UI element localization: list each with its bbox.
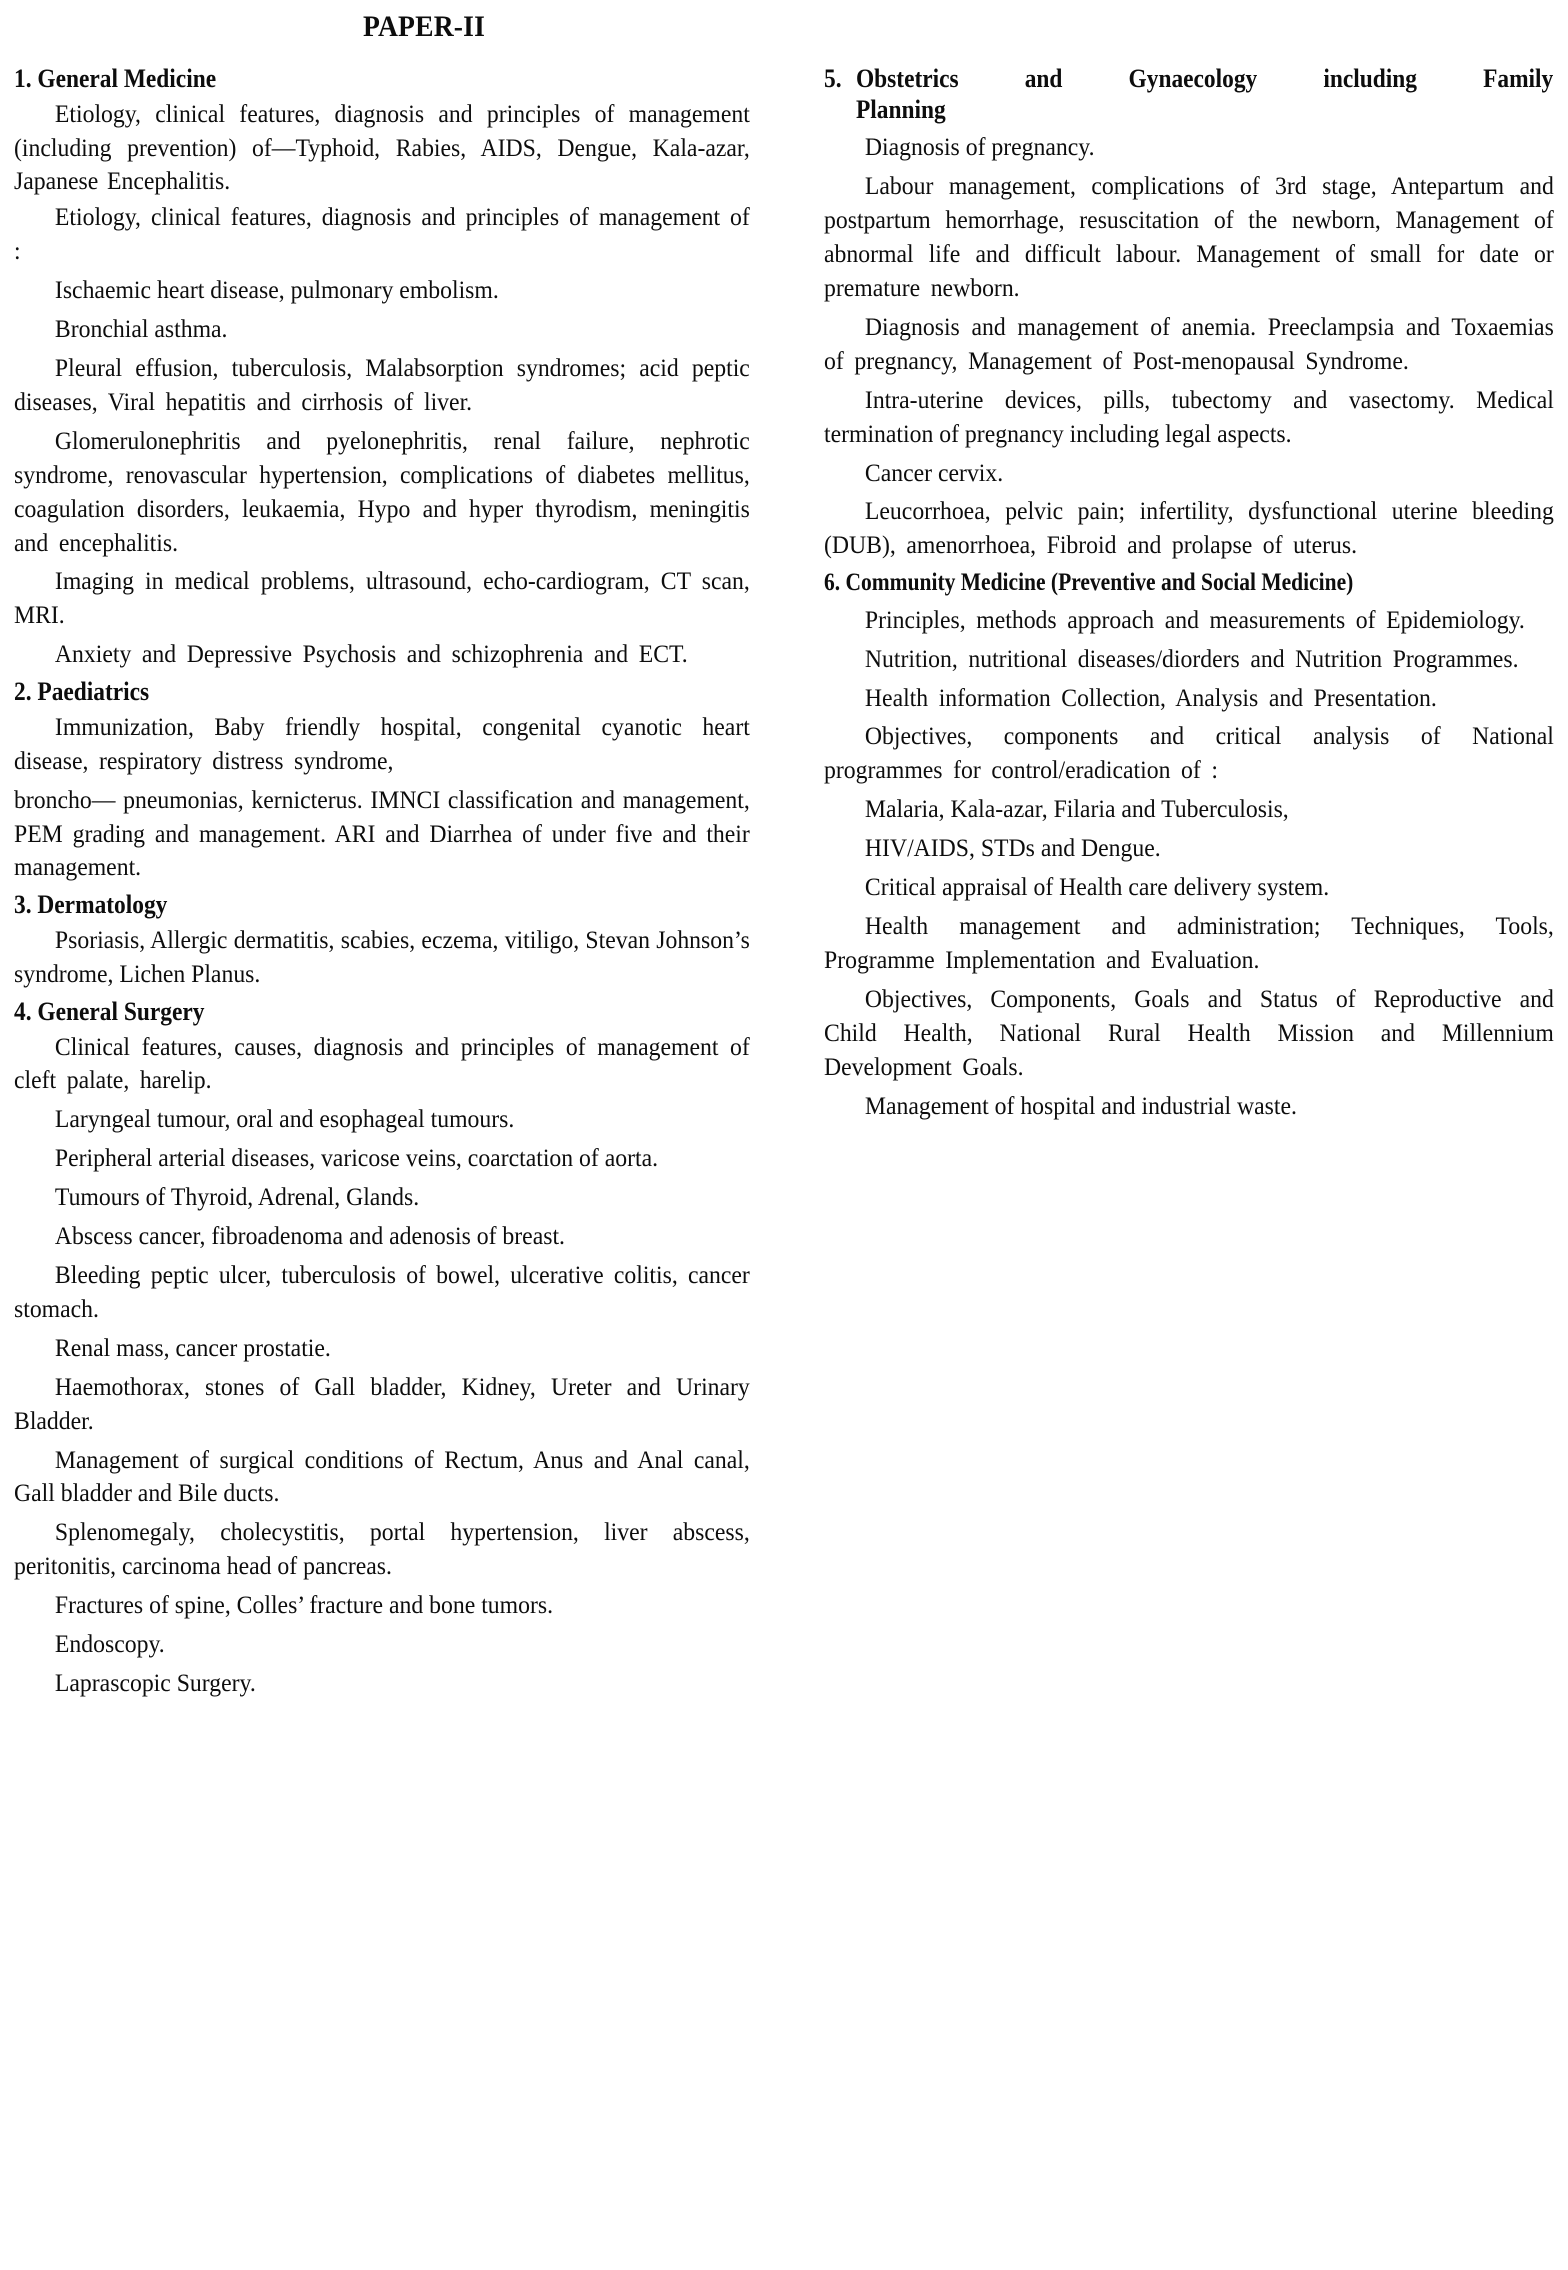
paragraph: Peripheral arterial diseases, varicose veins, coarctation of aorta.: [54, 1143, 659, 1173]
paragraph: Objectives, Components, Goals and Status of Reproductive and Child Health, National Rural Health Mission and Millennium Development Goals.: [824, 983, 1554, 1081]
paragraph: Nutrition, nutritional diseases/diorders and Nutrition Programmes.: [864, 643, 1519, 673]
paragraph: Diagnosis of pregnancy.: [864, 132, 1095, 162]
paragraph: Psoriasis, Allergic dermatitis, scabies, eczema, vitiligo, Stevan Johnson’s syndrome, Lichen Planus.: [14, 925, 750, 988]
paragraph: Etiology, clinical features, diagnosis and principles of management (including prevention) of—Typhoid, Rabies, AIDS, Dengue, Kala-azar, Japanese Encephalitis.: [14, 98, 750, 196]
paragraph: Critical appraisal of Health care delivery system.: [864, 872, 1330, 902]
section-heading-line-2: Planning: [855, 94, 946, 124]
section-heading-general-medicine: 1. General Medicine: [14, 64, 217, 93]
paragraph: Abscess cancer, fibroadenoma and adenosis of breast.: [54, 1221, 565, 1251]
paragraph: Cancer cervix.: [864, 457, 1004, 487]
paragraph: Clinical features, causes, diagnosis and principles of management of cleft palate, harelip.: [14, 1031, 750, 1095]
paragraph: Glomerulonephritis and pyelonephritis, renal failure, nephrotic syndrome, renovascular hypertension, complications of diabetes mellitus, coagulation disorders, leukaemia, Hypo and hyper thyrodism, meningitis and encephalitis.: [14, 425, 750, 557]
paragraph: Pleural effusion, tuberculosis, Malabsorption syndromes; acid peptic diseases, Viral hepatitis and cirrhosis of liver.: [14, 353, 750, 416]
paragraph: Leucorrhoea, pelvic pain; infertility, dysfunctional uterine bleeding (DUB), amenorrhoea, Fibroid and prolapse of uterus.: [824, 496, 1554, 560]
paragraph: Laprascopic Surgery.: [54, 1667, 256, 1697]
paragraph: Management of hospital and industrial waste.: [864, 1090, 1297, 1120]
paragraph: Renal mass, cancer prostatie.: [54, 1332, 331, 1362]
paragraph: Anxiety and Depressive Psychosis and schizophrenia and ECT.: [54, 639, 688, 669]
paragraph: Etiology, clinical features, diagnosis and principles of management of :: [14, 202, 750, 266]
paragraph: Health information Collection, Analysis and Presentation.: [864, 682, 1437, 712]
paragraph: Endoscopy.: [54, 1629, 165, 1659]
paragraph: Intra-uterine devices, pills, tubectomy and vasectomy. Medical termination of pregnancy including legal aspects.: [824, 384, 1554, 448]
paragraph: Ischaemic heart disease, pulmonary embolism.: [54, 275, 499, 305]
section-heading-general-surgery: 4. General Surgery: [14, 996, 205, 1026]
paragraph: HIV/AIDS, STDs and Dengue.: [864, 833, 1161, 863]
section-heading-obstetrics-gynaecology: [824, 64, 1553, 125]
paragraph: Splenomegaly, cholecystitis, portal hypertension, liver abscess, peritonitis, carcinoma head of pancreas.: [14, 1517, 750, 1581]
paragraph: Bronchial asthma.: [54, 314, 228, 344]
paragraph: Haemothorax, stones of Gall bladder, Kidney, Ureter and Urinary Bladder.: [14, 1371, 750, 1435]
paragraph: Malaria, Kala-azar, Filaria and Tuberculosis,: [864, 794, 1289, 824]
section-heading-dermatology: 3. Dermatology: [14, 890, 168, 920]
paragraph: Objectives, components and critical analysis of National programmes for control/eradication of :: [824, 721, 1554, 785]
section-heading-text: [856, 64, 1553, 125]
section-heading-line-1: Obstetrics and Gynaecology including Family: [855, 64, 1554, 93]
left-column: [14, 58, 750, 1702]
right-column: [824, 58, 1554, 1124]
section-heading-community-medicine: 6. Community Medicine (Preventive and Social Medicine): [824, 569, 1354, 597]
paragraph: Bleeding peptic ulcer, tuberculosis of bowel, ulcerative colitis, cancer stomach.: [14, 1259, 750, 1323]
section-heading-paediatrics: 2. Paediatrics: [14, 677, 150, 707]
paragraph: Laryngeal tumour, oral and esophageal tumours.: [54, 1104, 515, 1134]
page-title: PAPER-II: [362, 10, 486, 43]
paragraph: broncho— pneumonias, kernicterus. IMNCI classification and management, PEM grading and management. ARI and Diarrhea of under five and their management.: [14, 784, 750, 882]
section-number: 5.: [824, 64, 842, 93]
paragraph: Diagnosis and management of anemia. Preeclampsia and Toxaemias of pregnancy, Management of Post-menopausal Syndrome.: [824, 311, 1554, 375]
paragraph: Labour management, complications of 3rd stage, Antepartum and postpartum hemorrhage, resuscitation of the newborn, Management of abnormal life and difficult labour. Management of small for date or premature newborn.: [824, 171, 1554, 302]
paragraph: Immunization, Baby friendly hospital, congenital cyanotic heart disease, respiratory distress syndrome,: [14, 711, 750, 775]
paragraph: Health management and administration; Techniques, Tools, Programme Implementation and Evaluation.: [824, 910, 1554, 974]
paragraph: Tumours of Thyroid, Adrenal, Glands.: [54, 1182, 420, 1212]
paragraph: Management of surgical conditions of Rectum, Anus and Anal canal, Gall bladder and Bile ducts.: [14, 1444, 750, 1508]
two-column-body: [14, 58, 1554, 1702]
paragraph: Principles, methods approach and measurements of Epidemiology.: [864, 604, 1525, 634]
paragraph: Imaging in medical problems, ultrasound, echo-cardiogram, CT scan, MRI.: [14, 566, 750, 630]
paragraph: Fractures of spine, Colles’ fracture and bone tumors.: [54, 1590, 554, 1620]
